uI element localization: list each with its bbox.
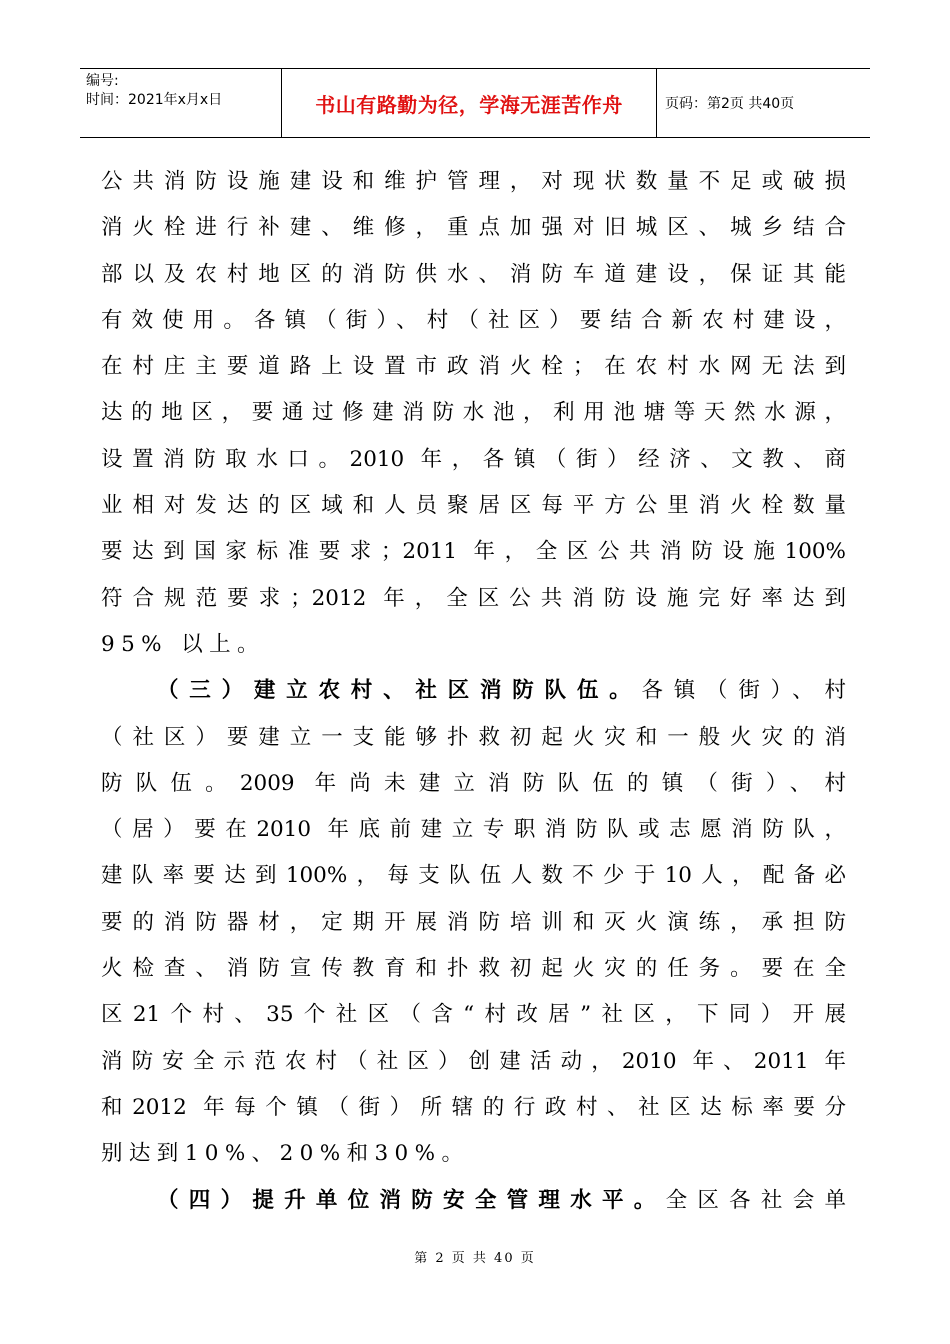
heading-line (101, 1182, 846, 1228)
text-line: 消火栓进行补建、维修，重点加强对旧城区、城乡结合 (101, 215, 846, 241)
text-line: 防队伍。2009 年尚未建立消防队伍的镇（街）、村 (101, 770, 846, 796)
text-line: 公共消防设施建设和维护管理，对现状数量不足或破损 (101, 169, 846, 194)
paragraph-unit-management (101, 1182, 846, 1228)
text-line: 部以及农村地区的消防供水、消防车道建设，保证其能 (101, 261, 846, 287)
header-meta (80, 69, 282, 137)
page-footer: 第 2 页 共 40 页 (414, 1251, 536, 1266)
text-line: 要的消防器材，定期开展消防培训和灭火演练，承担防 (101, 909, 846, 935)
paragraph-fire-teams (101, 672, 846, 1181)
text-line: 消防安全示范农村（社区）创建活动，2010 年、2011 年 (101, 1048, 846, 1074)
document-header (80, 68, 870, 138)
text-run: 各镇（街）、村 (641, 678, 846, 704)
section-heading: （四）提升单位消防安全管理水平。 (157, 1187, 666, 1213)
text-line: 业相对发达的区域和人员聚居区每平方公里消火栓数量 (101, 493, 846, 519)
text-line: 符合规范要求；2012 年，全区公共消防设施完好率达到 (101, 585, 846, 611)
text-line: 95% 以上。 (101, 631, 265, 657)
text-run: 全区各社会单 (665, 1187, 846, 1213)
header-motto: 书山有路勤为径，学海无涯苦作舟 (282, 69, 657, 137)
text-line: （社区）要建立一支能够扑救初起火灾和一般火灾的消 (101, 724, 846, 750)
text-line: 建队率要达到100%，每支队伍人数不少于10人，配备必 (101, 863, 846, 889)
text-line: 区21个村、35个社区（含“村改居”社区，下同）开展 (101, 1002, 846, 1028)
text-line: 有效使用。各镇（街）、村（社区）要结合新农村建设， (101, 307, 846, 333)
text-line: 火检查、消防宣传教育和扑救初起火灾的任务。要在全 (101, 956, 846, 982)
text-line: 设置消防取水口。2010 年，各镇（街）经济、文教、商 (101, 446, 846, 472)
text-line: 别达到10%、20%和30%。 (101, 1141, 470, 1167)
header-page-info: 页码：第2页 共40页 (665, 96, 795, 112)
text-line: 和2012 年每个镇（街）所辖的行政村、社区达标率要分 (101, 1094, 846, 1120)
time-label: 时间：2021年x月x日 (86, 92, 223, 108)
paragraph-facilities (101, 163, 846, 672)
section-heading: （三）建立农村、社区消防队伍。 (157, 678, 642, 704)
number-label: 编号: (86, 73, 119, 89)
heading-line (101, 672, 846, 718)
text-line: 达的地区，要通过修建消防水池，利用池塘等天然水源， (101, 400, 846, 426)
text-line: （居）要在2010 年底前建立专职消防队或志愿消防队， (101, 817, 846, 843)
text-line: 在村庄主要道路上设置市政消火栓；在农村水网无法到 (101, 354, 846, 380)
document-body (101, 163, 846, 1228)
text-line: 要达到国家标准要求；2011 年，全区公共消防设施100% (101, 539, 846, 565)
